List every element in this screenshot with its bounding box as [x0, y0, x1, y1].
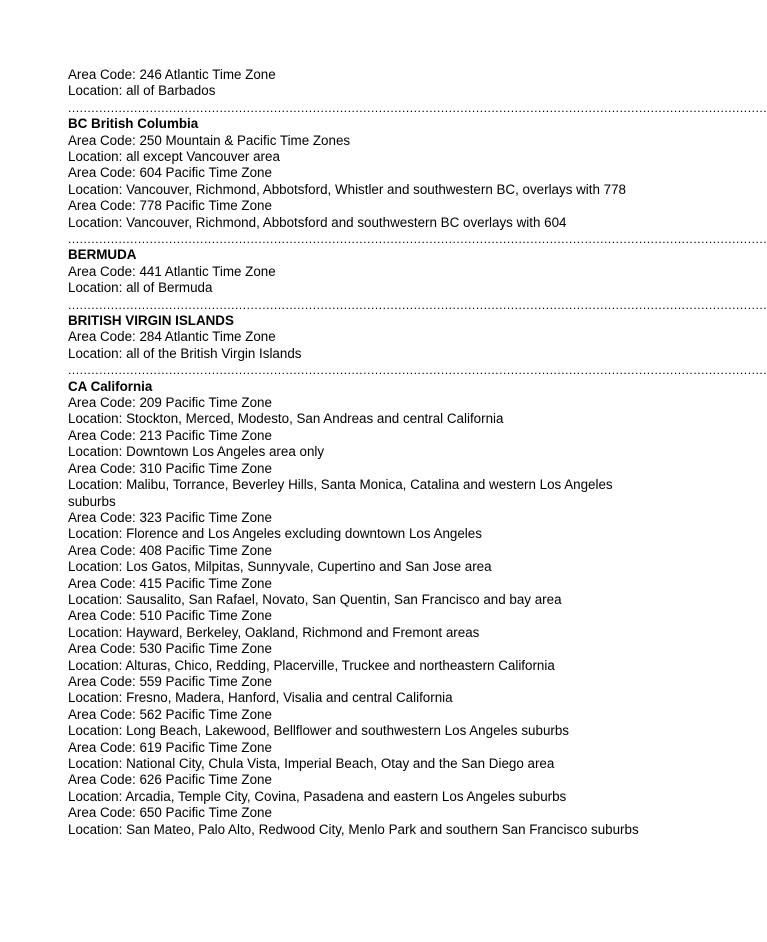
area-code-line: Area Code: 510 Pacific Time Zone — [68, 608, 272, 624]
dotted-separator: .................................................................................................................................................................................... — [68, 232, 767, 247]
location-line: Location: Fresno, Madera, Hanford, Visalia and central California — [68, 690, 453, 706]
section-heading: BERMUDA — [68, 247, 137, 263]
location-line: Location: Los Gatos, Milpitas, Sunnyvale, Cupertino and San Jose area — [68, 559, 492, 575]
area-code-line: Area Code: 415 Pacific Time Zone — [68, 575, 272, 591]
area-code-line: Area Code: 650 Pacific Time Zone — [68, 805, 272, 821]
area-code-line: Area Code: 246 Atlantic Time Zone — [68, 67, 276, 82]
area-code-line: Area Code: 604 Pacific Time Zone — [68, 165, 272, 181]
section-heading: CA California — [68, 378, 153, 394]
area-code-line: Area Code: 323 Pacific Time Zone — [68, 509, 272, 525]
location-line: Location: San Mateo, Palo Alto, Redwood City, Menlo Park and southern San Francisco suburbs — [68, 821, 639, 837]
location-line: Location: National City, Chula Vista, Imperial Beach, Otay and the San Diego area — [68, 756, 555, 771]
document-body — [68, 67, 767, 838]
area-code-line: Area Code: 310 Pacific Time Zone — [68, 460, 272, 476]
area-code-line: Area Code: 559 Pacific Time Zone — [68, 673, 272, 689]
location-line: Location: Vancouver, Richmond, Abbotsford, Whistler and southwestern BC, overlays with 778 — [68, 181, 626, 197]
location-line: Location: all of Bermuda — [68, 280, 213, 296]
area-code-line: Area Code: 778 Pacific Time Zone — [68, 198, 272, 214]
area-code-line: Area Code: 213 Pacific Time Zone — [68, 427, 272, 443]
section-heading: BRITISH VIRGIN ISLANDS — [68, 313, 234, 329]
location-line: Location: Vancouver, Richmond, Abbotsford and southwestern BC overlays with 604 — [68, 214, 567, 230]
location-line: Location: all of the British Virgin Islands — [68, 345, 302, 361]
location-line: Location: Long Beach, Lakewood, Bellflower and southwestern Los Angeles suburbs — [68, 723, 569, 739]
dotted-separator: .................................................................................................................................................................................... — [68, 100, 767, 115]
location-line: Location: all of Barbados — [68, 83, 216, 99]
area-code-line: Area Code: 408 Pacific Time Zone — [68, 542, 272, 558]
area-code-line: Area Code: 530 Pacific Time Zone — [68, 641, 272, 657]
area-code-line: Area Code: 441 Atlantic Time Zone — [68, 263, 276, 279]
location-line: Location: Malibu, Torrance, Beverley Hills, Santa Monica, Catalina and western Los Angeles suburbs — [68, 477, 613, 509]
location-line: Location: all except Vancouver area — [68, 149, 280, 165]
location-line: Location: Sausalito, San Rafael, Novato, San Quentin, San Francisco and bay area — [68, 591, 562, 607]
area-code-line: Area Code: 250 Mountain & Pacific Time Zones — [68, 132, 351, 148]
location-line: Location: Downtown Los Angeles area only — [68, 444, 325, 460]
area-code-line: Area Code: 209 Pacific Time Zone — [68, 395, 272, 411]
location-line: Location: Alturas, Chico, Redding, Placerville, Truckee and northeastern California — [68, 657, 555, 673]
area-code-line: Area Code: 619 Pacific Time Zone — [68, 739, 272, 755]
area-code-line: Area Code: 626 Pacific Time Zone — [68, 772, 272, 788]
dotted-separator: .................................................................................................................................................................................... — [68, 297, 767, 312]
dotted-separator: .................................................................................................................................................................................... — [68, 363, 767, 378]
location-line: Location: Florence and Los Angeles excluding downtown Los Angeles — [68, 526, 482, 542]
location-line: Location: Hayward, Berkeley, Oakland, Richmond and Fremont areas — [68, 624, 480, 640]
location-line: Location: Stockton, Merced, Modesto, San Andreas and central California — [68, 411, 504, 427]
section-heading: BC British Columbia — [68, 116, 199, 132]
location-line: Location: Arcadia, Temple City, Covina, Pasadena and eastern Los Angeles suburbs — [68, 788, 567, 804]
area-code-line: Area Code: 284 Atlantic Time Zone — [68, 329, 276, 345]
area-code-line: Area Code: 562 Pacific Time Zone — [68, 706, 272, 722]
